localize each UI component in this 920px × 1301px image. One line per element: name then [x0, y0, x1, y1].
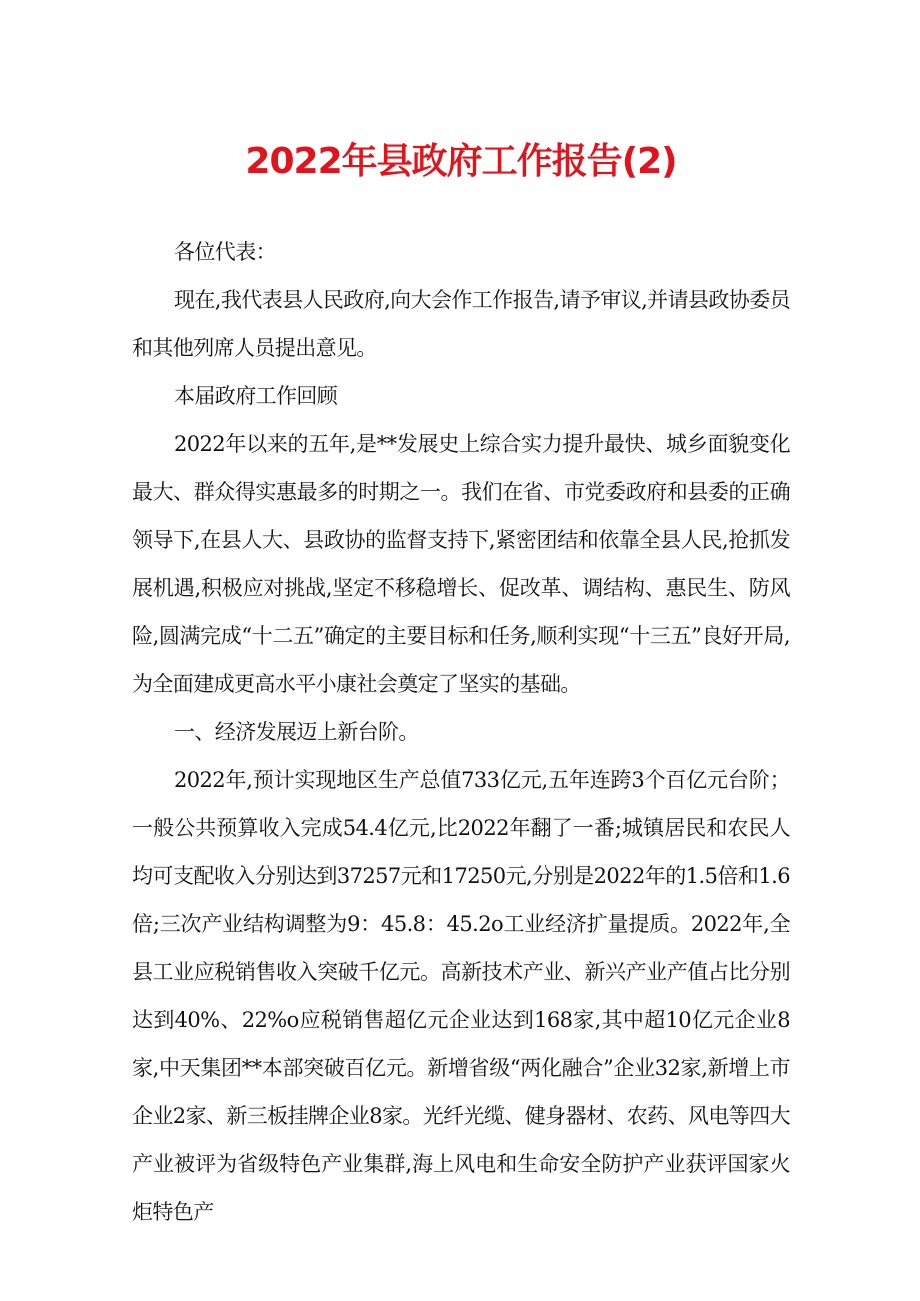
section-heading-review: 本届政府工作回顾: [174, 384, 338, 408]
paragraph-review-summary: 2022年以来的五年,是**发展史上综合实力提升最快、城乡面貌变化最大、群众得实惠最多的时期之一。我们在省、市党委政府和县委的正确领导下,在县人大、县政协的监督支持下,紧密团结和依靠全县人民,抢抓发展机遇,积极应对挑战,坚定不移稳增长、促改革、调结构、惠民生、防风险,圆满完成“十二五”确定的主要目标和任务,顺利实现“十三五”良好开局,为全面建成更高水平小康社会奠定了坚实的基础。: [132, 432, 790, 696]
document-title: 2022年县政府工作报告(2): [245, 141, 677, 182]
paragraph-economy-details: 2022年,预计实现地区生产总值733亿元,五年连跨3个百亿元台阶；一般公共预算收入完成54.4亿元,比2022年翻了一番;城镇居民和农民人均可支配收入分别达到37257元和17250元,分别是2022年的1.5倍和1.6倍;三次产业结构调整为9：45.8：45.2o工业经济扩量提质。2022年,全县工业应税销售收入突破千亿元。高新技术产业、新兴产业产值占比分别达到40%、22%o应税销售超亿元企业达到168家,其中超10亿元企业8家,中天集团**本部突破百亿元。新增省级“两化融合”企业32家,新增上市企业2家、新三板挂牌企业8家。光纤光缆、健身器材、农药、风电等四大产业被评为省级特色产业集群,海上风电和生命安全防护产业获评国家火炬特色产: [132, 768, 790, 1224]
section-heading-economy: 一、经济发展迈上新台阶。: [174, 720, 419, 744]
document-body: [132, 228, 790, 1236]
paragraph-salutation: 各位代表：: [174, 240, 276, 264]
paragraph-opening: 现在,我代表县人民政府,向大会作工作报告,请予审议,并请县政协委员和其他列席人员提出意见。: [132, 288, 790, 360]
